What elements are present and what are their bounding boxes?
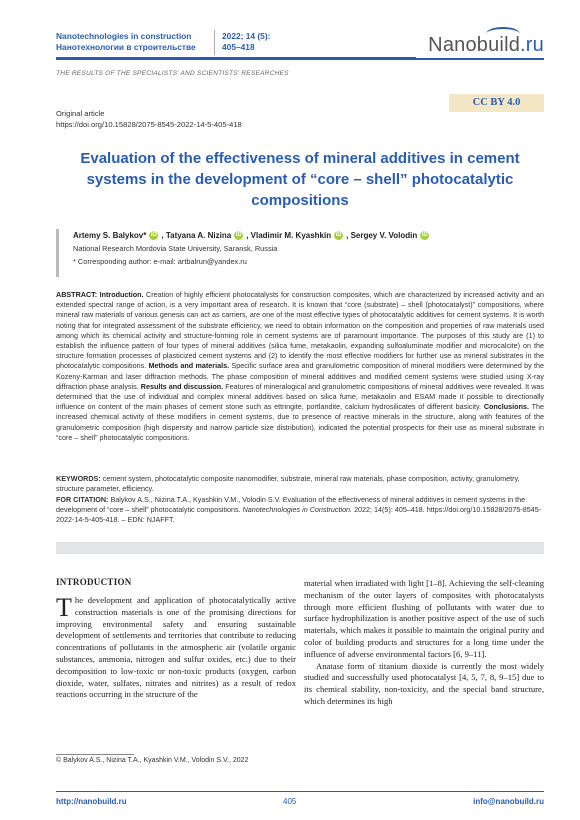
- article-doi[interactable]: https://doi.org/10.15828/2075-8545-2022-14-5-405-418: [56, 120, 242, 129]
- orcid-icon[interactable]: iD: [335, 232, 342, 238]
- citation-label: FOR CITATION:: [56, 495, 109, 504]
- issue-volume: 2022; 14 (5):: [222, 31, 271, 41]
- section-divider-band: [56, 542, 544, 554]
- abstract-methods: Specific surface area and granulometric composition of mineral modifiers were determined by the Kozeny-Karman and laser diffraction methods. The phase composition of mineral additives and modified cement systems were studied using X-ray diffraction phase analysis.: [56, 361, 545, 391]
- abstract-conclusions-label: Conclusions.: [483, 402, 529, 412]
- abstract-intro: Creation of highly efficient photocatalysts for construction composites, which are characterized by increased activity and an extended spectral range of action, is a very important area of research. It is known that “core (substrate) – shell (photocatalyst)” compositions, where mineral raw materials of various genesis can act as carriers, are one of the most effective types of photocatalytic additives for cement systems. It is worth noting that for integrated assessment of the substrate efficiency, we need to obtain information on the composition and properties of raw materials used among which its chemical activity and structure-forming role in cement systems are of paramount importance. The purposes of this study are (1) to establish the influence pattern of four types of mineral additives (silica fume, metakaolin, expanding sulfoaluminate modifier and microcalcite) on the structure formation processes of plasticized cement systems and (2) to identify the most effective modifiers for further use as mineral substrates in the photocatalytic compositions.: [56, 290, 545, 371]
- affiliation: National Research Mordovia State University, Saransk, Russia: [73, 244, 278, 253]
- abstract-results: Features of mineralogical and granulometric compositions of mineral additives were revealed. It was determined that the use of individual and complex mineral additives based on silica fume, metakaolin and ESAM made it possible to directionally influence on content of the main phases of cement stone such as ettringite, portlandite, calcium hydrosilicates of different basicity.: [56, 381, 544, 412]
- page-number: 405: [283, 797, 297, 806]
- corresponding-author: * Corresponding author: e-mail: artbalrun@yandex.ru: [73, 257, 247, 266]
- logo-suffix: .ru: [520, 34, 544, 56]
- author-3: Vladimir M. Kyashkin: [250, 231, 332, 240]
- article-meta: [56, 108, 242, 130]
- orcid-icon[interactable]: iD: [421, 232, 428, 238]
- author-list: Artemy S. Balykov* iD , Tatyana A. Nizina iD , Vladimir M. Kyashkin iD , Sergey V. Volodin iD: [73, 231, 428, 240]
- rubric: THE RESULTS OF THE SPECIALISTS' AND SCIENTISTS' RESEARCHES: [56, 70, 289, 77]
- orcid-icon[interactable]: iD: [235, 232, 242, 238]
- footer-email-link[interactable]: info@nanobuild.ru: [473, 797, 544, 806]
- journal-name: [56, 31, 196, 53]
- footnote-rule: [56, 754, 134, 755]
- logo-main: Nanobuild: [428, 34, 521, 56]
- abstract-results-label: Results and discussion.: [140, 381, 224, 391]
- author-1: Artemy S. Balykov*: [73, 231, 147, 240]
- article-type: Original article: [56, 109, 105, 118]
- nanobuild-logo[interactable]: [428, 34, 544, 57]
- orcid-icon[interactable]: iD: [150, 232, 157, 238]
- intro-left-text: he development and application of photocatalytically active construction materials is one of the promising directions for improving environmental safety and ensuring sustainable development of settlements and territories that contribute to reducing concentrations of pollutants in the atmospheric air (volatile organic substances, ammonia, nitrogen and sulfur oxides, etc.) due to their decomposition to low-toxic or non-toxic products (oxygen, carbon dioxide, water, sulfates, nitrates and nitrites) as a result of redox reactions occurring in the structure of the: [56, 595, 296, 700]
- abstract-conclusions: The increased chemical activity of these modifiers in cement systems, due to presence of reactive minerals in the structure, along with features of the granulometric composition (high dispersity and narrow particle size distribution), indicated the potential prospects for their use as mineral substrate in “core – shell” photocatalytic compositions.: [56, 402, 544, 442]
- abstract-methods-label: Methods and materials.: [148, 361, 230, 371]
- citation-rest[interactable]: 2022; 14(5): 405–418. https://doi.org/10.15828/2075-8545-2022-14-5-405-418. – EDN: NJAFFT.: [56, 505, 542, 525]
- issue-pages: 405–418: [222, 42, 255, 52]
- intro-right-paragraph-1: material when irradiated with light [1–8]. Achieving the self-cleaning mechanism of the outer layers of composites with photocatalysts through more efficient flushing of pollutants with water due to surface hydrophilization is another positive aspect of the use of such materials, which makes it possible to maintain the original purity and color of building products and structures for a long time under the influence of adverse environmental factors [6, 9–11].: [304, 578, 544, 659]
- license-badge[interactable]: CC BY 4.0: [449, 94, 544, 112]
- body-column-left: [56, 595, 296, 701]
- drop-cap: T: [56, 593, 72, 622]
- citation: [56, 495, 544, 526]
- header-separator: [214, 30, 215, 55]
- journal-name-ru: Нанотехнологии в строительстве: [56, 42, 196, 52]
- keywords: [56, 474, 544, 494]
- footer-rule: [56, 791, 544, 792]
- authors-block: [56, 229, 432, 277]
- keywords-label: KEYWORDS:: [56, 474, 101, 483]
- author-2: Tatyana A. Nizina: [165, 231, 232, 240]
- journal-name-en: Nanotechnologies in construction: [56, 31, 192, 41]
- intro-right-paragraph-2: Anatase form of titanium dioxide is currently the most widely studied and successfully used photocatalyst [4, 5, 7, 8, 9–15] due to its chemical stability, non-toxicity, and the special band structure, which determines its high: [304, 660, 544, 706]
- header-rule-thick: [56, 57, 416, 60]
- introduction-heading: INTRODUCTION: [56, 577, 132, 587]
- abstract: [56, 290, 544, 443]
- article-title: Evaluation of the effectiveness of mineral additives in cement systems in the development of “core – shell” photocatalytic compositions: [80, 150, 520, 209]
- author-4: Sergey V. Volodin: [350, 231, 418, 240]
- keywords-text: cement system, photocatalytic composite nanomodifier, substrate, mineral raw materials, phase composition, activity, granulometry, structure parameter, efficiency.: [56, 474, 520, 494]
- citation-journal: Nanotechnologies in Construction.: [242, 505, 353, 515]
- copyright-footnote: © Balykov A.S., Nizina T.A., Kyashkin V.M., Volodin S.V., 2022: [56, 757, 249, 764]
- issue-info: [222, 31, 270, 53]
- abstract-intro-label: Introduction.: [99, 290, 144, 299]
- footer-website-link[interactable]: http://nanobuild.ru: [56, 797, 127, 806]
- body-column-right: [304, 578, 544, 708]
- citation-text: Balykov A.S., Nizina T.A., Kyashkin V.M., Volodin S.V. Evaluation of the effectiveness of mineral additives in cement systems in the development of “core – shell” photocatalytic compositions.: [56, 495, 526, 515]
- abstract-label: ABSTRACT:: [56, 290, 98, 299]
